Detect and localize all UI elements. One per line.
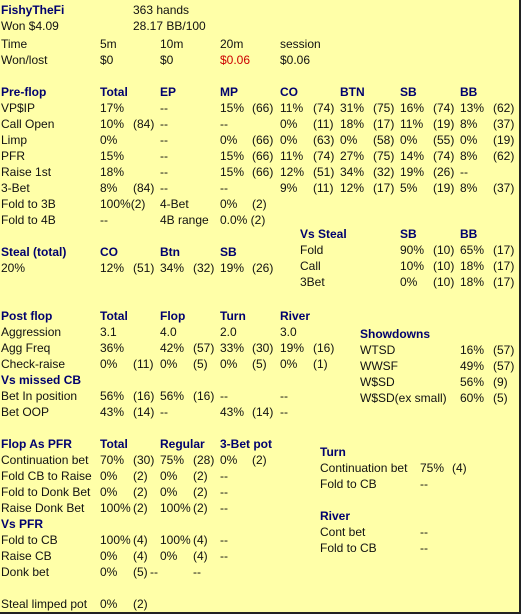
check-raise-total: 0% [100, 357, 118, 371]
preflop-row-label: 3-Bet [1, 181, 30, 195]
time-5m: 5m [100, 37, 117, 51]
preflop-row-cell: (74) [313, 101, 335, 115]
preflop-header-ep: EP [160, 85, 177, 99]
vs-pfr-row-cell: -- [220, 549, 228, 563]
flop-pfr-row-cell: 0% [220, 453, 238, 467]
vs-steal-row-cell: (17) [493, 259, 515, 273]
vs-pfr-row-cell: 100% [100, 533, 131, 547]
hands-count: 363 hands [133, 3, 190, 17]
turn-fold-cb-value: -- [420, 477, 428, 491]
preflop-row-cell: (84) [133, 181, 155, 195]
preflop-row-cell: 5% [400, 181, 418, 195]
aggression-turn: 2.0 [220, 325, 237, 339]
showdown-row-label: W$SD(ex small) [360, 391, 447, 405]
preflop-row-cell: (66) [252, 149, 274, 163]
preflop-row-cell: 8% [460, 117, 478, 131]
turn-cbet-value: 75% [420, 461, 445, 475]
check-raise-river-count: (1) [313, 357, 328, 371]
preflop-row-cell: (74) [313, 149, 335, 163]
preflop-row-cell: -- [160, 181, 168, 195]
turn-cbet-count: (4) [452, 461, 467, 475]
preflop-row-cell: 10% [100, 117, 125, 131]
four-bet-value: 0% [220, 197, 238, 211]
agg-freq-flop-count: (57) [193, 341, 215, 355]
bet-oop-total-count: (14) [133, 405, 155, 419]
preflop-row-cell: (19) [433, 181, 455, 195]
vs-pfr-row-cell: (4) [193, 533, 208, 547]
vs-pfr-title: Vs PFR [1, 517, 44, 531]
bet-oop-river: -- [280, 405, 288, 419]
river-cbet-value: -- [420, 525, 428, 539]
steal-title: Steal (total) [1, 245, 67, 259]
preflop-row-cell: (66) [252, 133, 274, 147]
preflop-row-cell: 0% [100, 133, 118, 147]
check-raise-label: Check-raise [1, 357, 66, 371]
turn-title: Turn [320, 445, 346, 459]
vs-steal-row-cell: 0% [400, 275, 418, 289]
preflop-row-cell: 18% [100, 165, 125, 179]
preflop-row-cell: (17) [373, 181, 395, 195]
bet-oop-total: 43% [100, 405, 125, 419]
preflop-row-cell: 0% [340, 133, 358, 147]
preflop-row-cell: 13% [460, 101, 485, 115]
steal-header-btn: Btn [160, 245, 180, 259]
bet-oop-flop: -- [160, 405, 168, 419]
agg-freq-label: Agg Freq [1, 341, 51, 355]
agg-freq-flop: 42% [160, 341, 185, 355]
preflop-row-cell: (75) [373, 149, 395, 163]
bet-ip-total-count: (16) [133, 389, 155, 403]
flop-pfr-row-cell: 0% [160, 485, 178, 499]
preflop-row-cell: 31% [340, 101, 365, 115]
showdown-row-label: WTSD [360, 343, 396, 357]
vs-steal-title: Vs Steal [300, 227, 347, 241]
four-bet-label: 4-Bet [160, 197, 189, 211]
aggression-total: 3.1 [100, 325, 117, 339]
fold-4b-label: Fold to 4B [1, 213, 56, 227]
vs-missed-cb-title: Vs missed CB [1, 373, 82, 387]
vs-steal-row-cell: (10) [433, 259, 455, 273]
fold-4b-value: -- [100, 213, 108, 227]
showdown-row-cell: (57) [493, 343, 515, 357]
preflop-row-cell: (63) [313, 133, 335, 147]
won-amount: Won $4.09 [1, 19, 59, 33]
postflop-header-total: Total [100, 309, 128, 323]
preflop-row-cell: 0% [400, 133, 418, 147]
bb-per-100: 28.17 BB/100 [133, 19, 206, 33]
bet-ip-river: -- [280, 389, 288, 403]
showdown-row-cell: (9) [493, 375, 508, 389]
preflop-row-cell: -- [160, 133, 168, 147]
postflop-header-river: River [280, 309, 311, 323]
preflop-header-mp: MP [220, 85, 238, 99]
steal-header-co: CO [100, 245, 118, 259]
four-bet-count: (2) [252, 197, 267, 211]
wonlost-5m: $0 [100, 53, 114, 67]
vs-steal-row-cell: (17) [493, 243, 515, 257]
flop-pfr-title: Flop As PFR [1, 437, 72, 451]
preflop-row-cell: -- [460, 165, 468, 179]
flop-pfr-row-cell: (2) [193, 501, 208, 515]
preflop-row-cell: 15% [220, 165, 245, 179]
flop-pfr-row-cell: 0% [100, 485, 118, 499]
preflop-row-cell: 8% [460, 149, 478, 163]
preflop-row-cell: 12% [280, 165, 305, 179]
player-name: FishyTheFi [1, 3, 65, 17]
steal-limped-label: Steal limped pot [1, 597, 88, 611]
flop-pfr-header-regular: Regular [160, 437, 205, 451]
preflop-row-cell: (66) [252, 165, 274, 179]
preflop-row-cell: 11% [280, 101, 304, 115]
river-fold-cb-label: Fold to CB [320, 541, 377, 555]
preflop-row-cell: 9% [280, 181, 298, 195]
agg-freq-river-count: (16) [313, 341, 335, 355]
vs-pfr-row-cell: 0% [100, 565, 118, 579]
vs-pfr-row-cell: (5) [133, 565, 148, 579]
postflop-header-turn: Turn [220, 309, 246, 323]
steal-btn-count: (32) [193, 261, 215, 275]
wonlost-session: $0.06 [280, 53, 311, 67]
river-title: River [320, 509, 351, 523]
preflop-row-cell: (32) [373, 165, 395, 179]
preflop-row-cell: 12% [340, 181, 365, 195]
flop-pfr-row-cell: (30) [133, 453, 155, 467]
preflop-row-cell: (51) [313, 165, 335, 179]
preflop-row-label: Call Open [1, 117, 55, 131]
preflop-row-cell: 27% [340, 149, 365, 163]
preflop-row-cell: -- [160, 101, 168, 115]
vs-pfr-row-cell: -- [220, 533, 228, 547]
flop-pfr-row-cell: 100% [100, 501, 131, 515]
preflop-row-cell: 18% [340, 117, 365, 131]
preflop-title: Pre-flop [1, 85, 47, 99]
time-session: session [280, 37, 321, 51]
vs-pfr-row-cell: (4) [133, 549, 148, 563]
check-raise-turn-count: (5) [252, 357, 267, 371]
preflop-row-label: VP$IP [1, 101, 36, 115]
steal-limped-count: (2) [133, 597, 148, 611]
flop-pfr-row-cell: 0% [100, 469, 118, 483]
flop-pfr-row-cell: 100% [160, 501, 191, 515]
showdown-row-cell: (5) [493, 391, 508, 405]
flop-pfr-row-cell: (2) [133, 501, 148, 515]
vs-steal-row-cell: 90% [400, 243, 425, 257]
vs-steal-row-cell: (17) [493, 275, 515, 289]
preflop-header-btn: BTN [340, 85, 365, 99]
preflop-row-cell: (37) [493, 181, 515, 195]
four-bet-range-label: 4B range [160, 213, 209, 227]
vs-steal-header-bb: BB [460, 227, 478, 241]
steal-sb-count: (26) [252, 261, 274, 275]
preflop-row-cell: (19) [493, 133, 515, 147]
fold-3b-value: 100%(2) [100, 197, 146, 211]
showdown-row-cell: (57) [493, 359, 515, 373]
fold-3b-label: Fold to 3B [1, 197, 56, 211]
vs-pfr-row-cell: -- [193, 565, 201, 579]
check-raise-total-count: (11) [133, 357, 154, 371]
vs-pfr-row-cell: 0% [160, 549, 178, 563]
steal-total-value: 20% [1, 261, 26, 275]
flop-pfr-row-label: Raise Donk Bet [1, 501, 85, 515]
preflop-row-cell: 19% [400, 165, 425, 179]
vs-steal-row-cell: 10% [400, 259, 425, 273]
preflop-row-label: Raise 1st [1, 165, 52, 179]
vs-steal-row-label: 3Bet [300, 275, 325, 289]
preflop-row-cell: (11) [313, 181, 334, 195]
preflop-row-cell: -- [160, 165, 168, 179]
vs-pfr-row-cell: (4) [193, 549, 208, 563]
preflop-row-cell: (37) [493, 117, 515, 131]
check-raise-river: 0% [280, 357, 298, 371]
preflop-row-cell: 15% [220, 149, 245, 163]
turn-cbet-label: Continuation bet [320, 461, 408, 475]
preflop-row-cell: 8% [100, 181, 118, 195]
flop-pfr-row-cell: 75% [160, 453, 185, 467]
flop-pfr-row-cell: -- [220, 501, 228, 515]
preflop-row-cell: (74) [433, 101, 455, 115]
vs-steal-header-sb: SB [400, 227, 417, 241]
showdown-row-cell: 60% [460, 391, 485, 405]
flop-pfr-row-cell: 70% [100, 453, 125, 467]
preflop-row-cell: 0% [280, 117, 298, 131]
agg-freq-turn-count: (30) [252, 341, 274, 355]
steal-co-value: 12% [100, 261, 125, 275]
preflop-row-cell: 15% [100, 149, 125, 163]
flop-pfr-row-cell: -- [220, 485, 228, 499]
river-cbet-label: Cont bet [320, 525, 366, 539]
preflop-row-cell: (62) [493, 149, 515, 163]
vs-pfr-row-cell: (4) [133, 533, 148, 547]
time-10m: 10m [160, 37, 184, 51]
preflop-row-cell: -- [220, 181, 228, 195]
preflop-header-sb: SB [400, 85, 417, 99]
aggression-flop: 4.0 [160, 325, 177, 339]
postflop-header-flop: Flop [160, 309, 186, 323]
bet-ip-flop-count: (16) [193, 389, 215, 403]
aggression-label: Aggression [1, 325, 62, 339]
bet-ip-label: Bet In position [1, 389, 78, 403]
preflop-header-co: CO [280, 85, 298, 99]
vs-pfr-row-label: Donk bet [1, 565, 50, 579]
bet-oop-turn-count: (14) [252, 405, 274, 419]
bet-ip-turn: -- [220, 389, 228, 403]
agg-freq-river: 19% [280, 341, 305, 355]
river-fold-cb-value: -- [420, 541, 428, 555]
preflop-row-cell: (84) [133, 117, 155, 131]
preflop-row-cell: (58) [373, 133, 395, 147]
steal-co-count: (51) [133, 261, 155, 275]
showdown-row-cell: 49% [460, 359, 485, 373]
flop-pfr-row-cell: (2) [193, 485, 208, 499]
showdown-row-cell: 16% [460, 343, 485, 357]
bet-ip-flop: 56% [160, 389, 185, 403]
preflop-row-cell: 14% [400, 149, 425, 163]
preflop-row-cell: (66) [252, 101, 274, 115]
steal-limped-value: 0% [100, 597, 118, 611]
showdown-row-label: WWSF [360, 359, 398, 373]
preflop-row-cell: (17) [373, 117, 395, 131]
preflop-header-bb: BB [460, 85, 478, 99]
preflop-row-cell: (75) [373, 101, 395, 115]
vs-steal-row-cell: 65% [460, 243, 485, 257]
flop-pfr-row-cell: (28) [193, 453, 215, 467]
preflop-row-label: PFR [1, 149, 25, 163]
four-bet-range-value: 0.0% (2) [220, 213, 266, 227]
preflop-row-cell: -- [220, 117, 228, 131]
postflop-title: Post flop [1, 309, 53, 323]
preflop-row-cell: (62) [493, 101, 515, 115]
preflop-row-cell: -- [160, 149, 168, 163]
flop-pfr-row-label: Fold to Donk Bet [1, 485, 91, 499]
vs-steal-row-label: Call [300, 259, 321, 273]
agg-freq-turn: 33% [220, 341, 245, 355]
check-raise-turn: 0% [220, 357, 238, 371]
flop-pfr-header-3bet-pot: 3-Bet pot [220, 437, 272, 451]
vs-pfr-row-label: Fold to CB [1, 533, 58, 547]
vs-steal-row-cell: 18% [460, 275, 485, 289]
time-label: Time [1, 37, 28, 51]
wonlost-20m: $0.06 [220, 53, 251, 67]
preflop-row-cell: 8% [460, 181, 478, 195]
time-20m: 20m [220, 37, 244, 51]
vs-pfr-row-cell: 0% [100, 549, 118, 563]
flop-pfr-row-cell: (2) [252, 453, 267, 467]
vs-steal-row-cell: (10) [433, 243, 455, 257]
preflop-row-cell: 0% [220, 133, 238, 147]
steal-header-sb: SB [220, 245, 237, 259]
check-raise-flop-count: (5) [193, 357, 208, 371]
turn-fold-cb-label: Fold to CB [320, 477, 377, 491]
showdowns-title: Showdowns [360, 327, 430, 341]
check-raise-flop: 0% [160, 357, 178, 371]
flop-pfr-row-cell: -- [220, 469, 228, 483]
preflop-row-cell: 11% [400, 117, 424, 131]
vs-pfr-row-cell: 100% [160, 533, 191, 547]
flop-pfr-row-cell: (2) [133, 485, 148, 499]
bet-oop-label: Bet OOP [1, 405, 50, 419]
agg-freq-total: 36% [100, 341, 125, 355]
preflop-row-cell: -- [160, 117, 168, 131]
vs-pfr-row-cell: -- [150, 565, 158, 579]
flop-pfr-row-cell: (2) [193, 469, 208, 483]
vs-steal-row-cell: (10) [433, 275, 455, 289]
preflop-row-cell: 17% [100, 101, 125, 115]
flop-pfr-row-label: Fold CB to Raise [1, 469, 92, 483]
preflop-row-cell: (11) [313, 117, 334, 131]
flop-pfr-row-cell: 0% [160, 469, 178, 483]
flop-pfr-row-label: Continuation bet [1, 453, 89, 467]
steal-btn-value: 34% [160, 261, 185, 275]
preflop-row-cell: 16% [400, 101, 425, 115]
preflop-row-cell: 0% [460, 133, 478, 147]
showdown-row-cell: 56% [460, 375, 485, 389]
preflop-row-cell: 0% [280, 133, 298, 147]
preflop-row-cell: (74) [433, 149, 455, 163]
preflop-header-total: Total [100, 85, 128, 99]
flop-pfr-header-total: Total [100, 437, 128, 451]
wonlost-label: Won/lost [1, 53, 48, 67]
vs-steal-row-label: Fold [300, 243, 324, 257]
preflop-row-cell: 15% [220, 101, 245, 115]
preflop-row-cell: (26) [433, 165, 455, 179]
flop-pfr-row-cell: (2) [133, 469, 148, 483]
wonlost-10m: $0 [160, 53, 174, 67]
bet-ip-total: 56% [100, 389, 125, 403]
vs-pfr-row-label: Raise CB [1, 549, 52, 563]
aggression-river: 3.0 [280, 325, 297, 339]
bet-oop-turn: 43% [220, 405, 245, 419]
preflop-row-label: Limp [1, 133, 28, 147]
preflop-row-cell: 34% [340, 165, 365, 179]
steal-sb-value: 19% [220, 261, 245, 275]
showdown-row-label: W$SD [360, 375, 395, 389]
preflop-row-cell: (19) [433, 117, 455, 131]
preflop-row-cell: 11% [280, 149, 304, 163]
preflop-row-cell: (55) [433, 133, 455, 147]
vs-steal-row-cell: 18% [460, 259, 485, 273]
